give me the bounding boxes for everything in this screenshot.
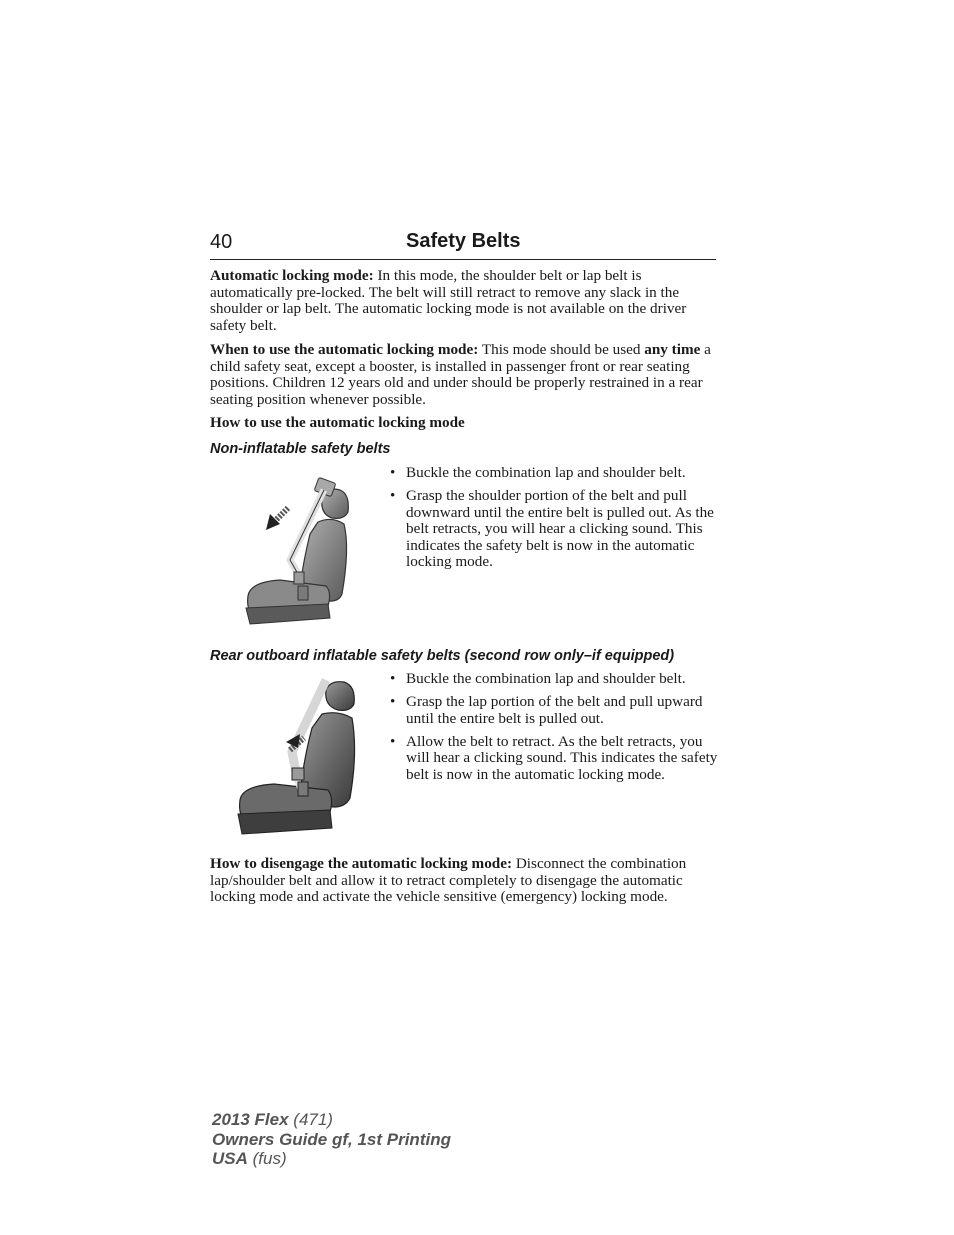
text-how-to-disengage: Disconnect the combination lap/shoulder belt and allow it to retract completely to disengage the automatic locking mode and activate the vehicle sensitive (emergency) locking mode. <box>210 855 687 905</box>
bullet-list-non-inflatable <box>378 465 718 577</box>
paragraph-how-to-use <box>210 415 720 432</box>
list-item: • Grasp the lap portion of the belt and pull upward until the entire belt is pulled out. <box>378 694 718 727</box>
page-header <box>210 229 716 260</box>
heading-rear-outboard-inflatable: Rear outboard inflatable safety belts (second row only–if equipped) <box>210 648 675 664</box>
list-item: • Grasp the shoulder portion of the belt and pull downward until the entire belt is pulled out. As the belt retracts, you will hear a clicking sound. This indicates the safety belt is now in the automatic locking mode. <box>378 488 718 571</box>
page-title: Safety Belts <box>406 230 521 252</box>
footer-model-code: (471) <box>288 1110 333 1129</box>
term-how-to-use: How to use the automatic locking mode <box>210 414 465 431</box>
footer-market: USA <box>212 1149 248 1168</box>
footer-line-guide: Owners Guide gf, 1st Printing <box>212 1129 451 1149</box>
list-item: • Buckle the combination lap and shoulder belt. <box>378 465 718 482</box>
bullet-list-rear-outboard <box>378 671 718 790</box>
page-number: 40 <box>210 231 233 253</box>
footer-model: 2013 Flex <box>212 1110 289 1129</box>
term-any-time: any time <box>644 341 701 358</box>
text-when-to-use-1: This mode should be used <box>478 341 645 358</box>
seat-illustration-shoulder-belt <box>240 468 362 628</box>
heading-non-inflatable: Non-inflatable safety belts <box>210 441 391 457</box>
footer-line-model <box>212 1110 451 1130</box>
paragraph-how-to-disengage <box>210 856 720 906</box>
page-footer <box>212 1110 451 1169</box>
term-automatic-locking-mode: Automatic locking mode: <box>210 267 374 284</box>
paragraph-automatic-locking-mode <box>210 268 720 334</box>
term-how-to-disengage: How to disengage the automatic locking mode: <box>210 855 513 872</box>
seat-illustration-lap-belt <box>234 676 362 838</box>
list-item: • Allow the belt to retract. As the belt retracts, you will hear a clicking sound. This indicates the safety belt is now in the automatic locking mode. <box>378 734 718 784</box>
text-automatic-locking-mode: In this mode, the shoulder belt or lap belt is automatically pre-locked. The belt will still retract to remove any slack in the shoulder or lap belt. The automatic locking mode is not available on the driver safety belt. <box>210 267 687 334</box>
footer-market-code: (fus) <box>247 1149 287 1168</box>
text-when-to-use-2: a child safety seat, except a booster, is installed in passenger front or rear seating positions. Children 12 years old and under should be properly restrained in a rear seating position whenever possible. <box>210 341 711 408</box>
footer-line-market <box>212 1149 451 1169</box>
list-item: • Buckle the combination lap and shoulder belt. <box>378 671 718 688</box>
paragraph-when-to-use <box>210 342 720 408</box>
term-when-to-use: When to use the automatic locking mode: <box>210 341 479 358</box>
